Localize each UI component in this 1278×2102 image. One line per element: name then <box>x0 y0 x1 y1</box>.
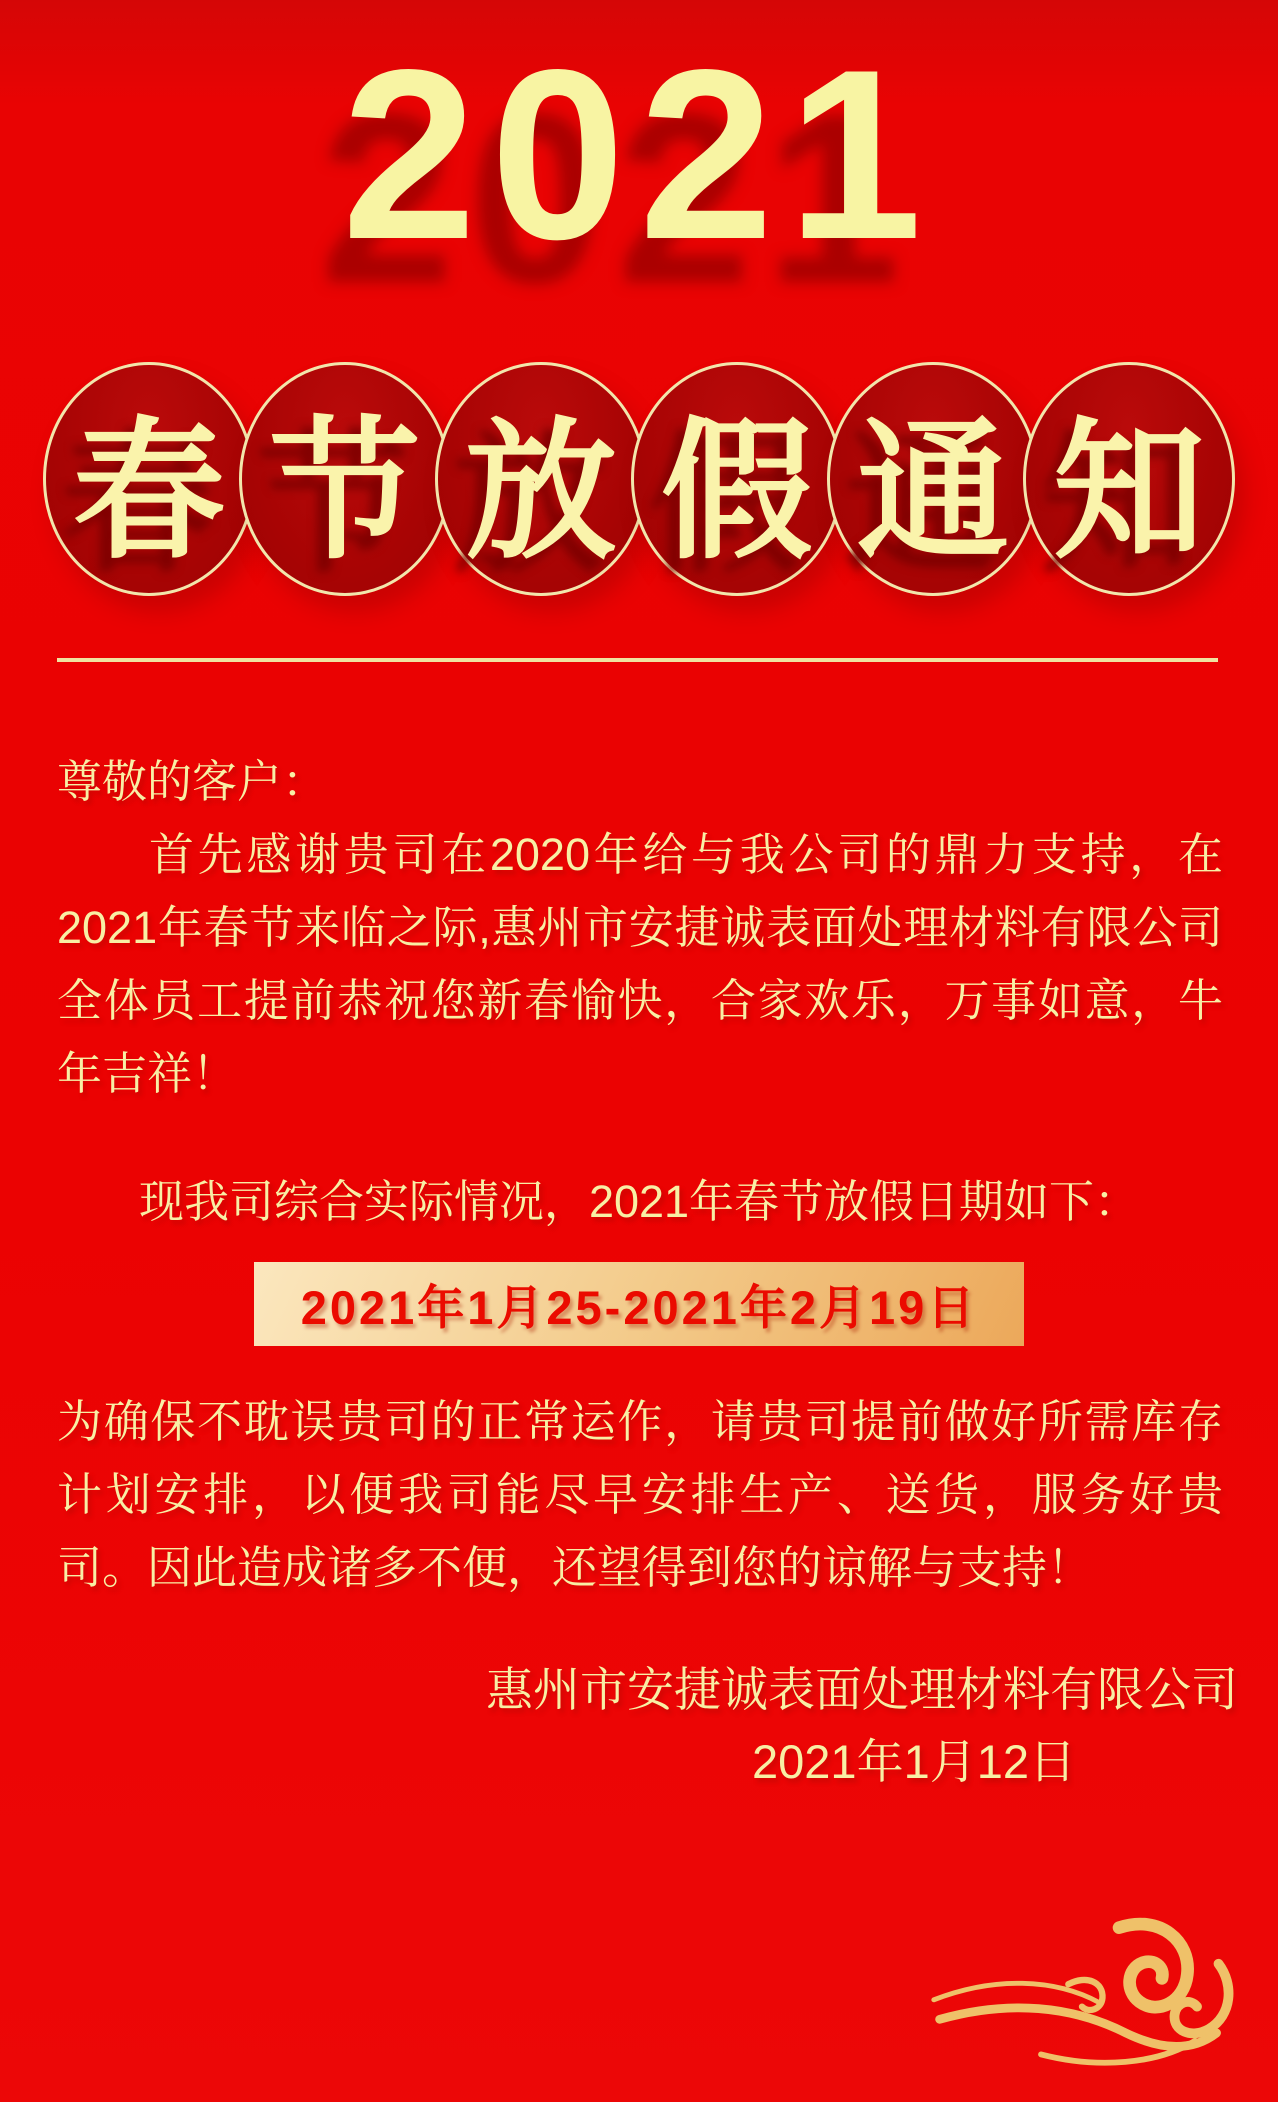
company-name: 惠州市安捷诚表面处理材料有限公司 <box>486 1663 1238 1716</box>
title-circle <box>43 362 255 596</box>
title-char: 春 <box>73 407 225 577</box>
salutation-text: 尊敬的客户： <box>57 756 328 807</box>
year-heading: 2021 <box>341 20 937 290</box>
title-circle <box>827 362 1039 596</box>
divider-line <box>57 658 1218 662</box>
holiday-date-box <box>254 1262 1024 1346</box>
title-circle <box>631 362 843 596</box>
greeting-paragraph: 首先感谢贵司在2020年给与我公司的鼎力支持，在2021年春节来临之际,惠州市安捷诚表面处理材料有限公司全体员工提前恭祝您新春愉快，合家欢乐，万事如意，牛年吉祥！ <box>57 829 1223 1099</box>
notice-intro-text: 现我司综合实际情况，2021年春节放假日期如下： <box>138 1176 1140 1227</box>
request-paragraph: 为确保不耽误贵司的正常运作，请贵司提前做好所需库存计划安排，以便我司能尽早安排生产、送货，服务好贵司。因此造成诸多不便，还望得到您的谅解与支持！ <box>57 1396 1223 1593</box>
title-circle <box>435 362 647 596</box>
title-circle <box>239 362 451 596</box>
title-char: 假 <box>661 407 813 577</box>
title-char: 节 <box>269 407 421 577</box>
holiday-date-range: 2021年1月25-2021年2月19日 <box>300 1280 978 1334</box>
title-char: 放 <box>465 407 617 577</box>
title-char: 通 <box>857 407 1009 577</box>
signature-date: 2021年1月12日 <box>752 1735 1076 1788</box>
title-char: 知 <box>1053 407 1205 577</box>
title-circle <box>1023 362 1235 596</box>
title-circles <box>0 362 1278 596</box>
auspicious-cloud-icon <box>926 1910 1238 2076</box>
